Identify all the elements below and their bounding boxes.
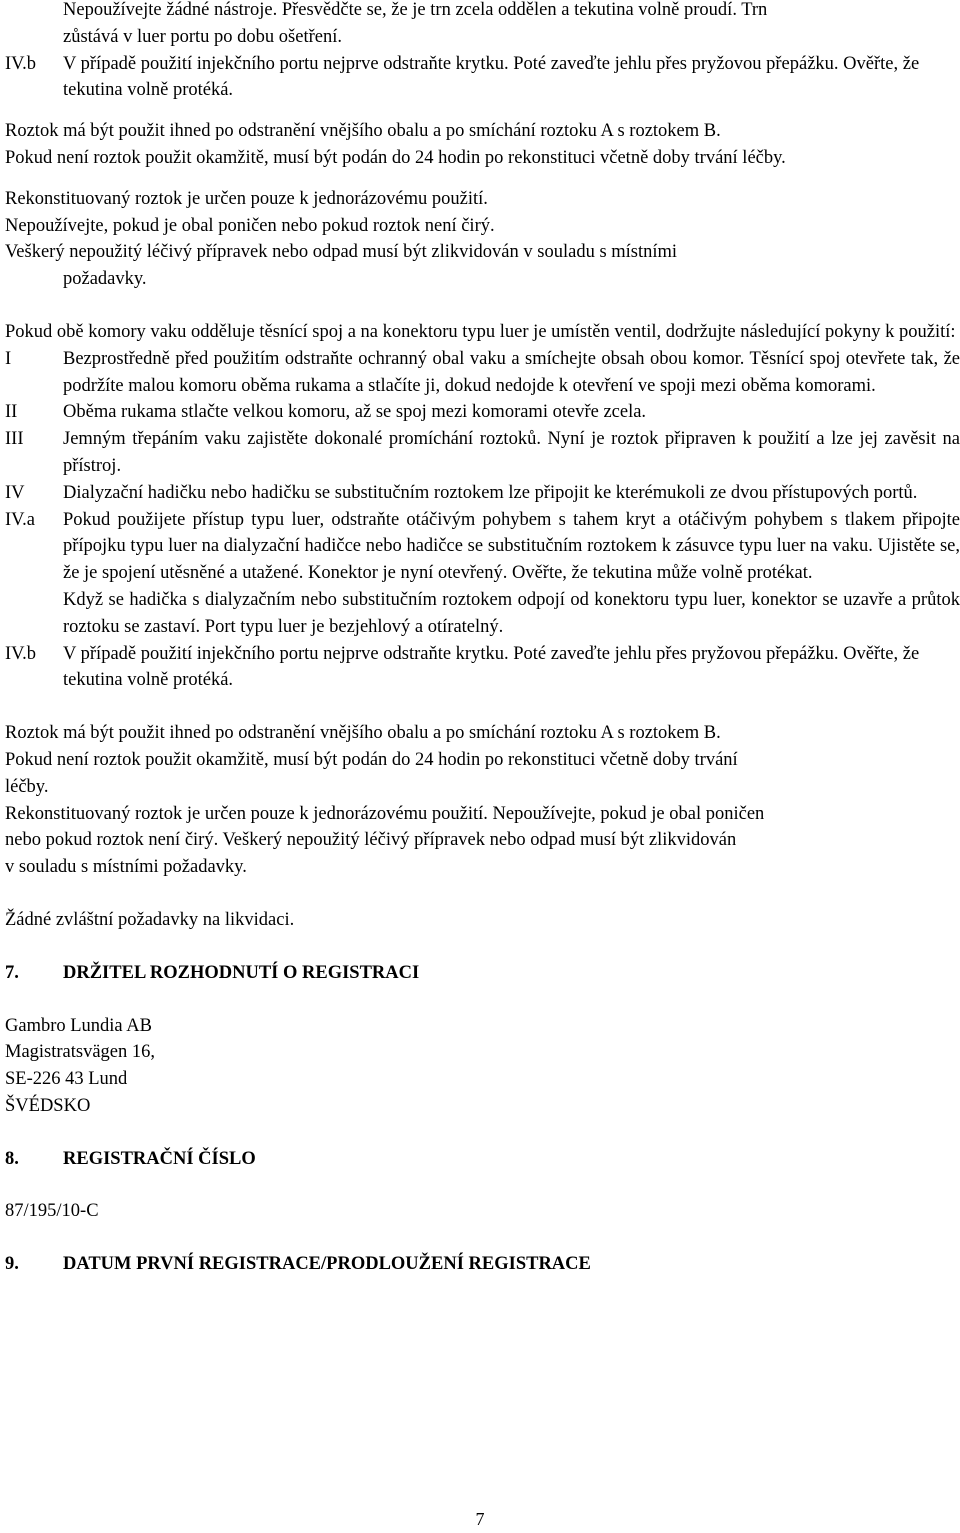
- section-number: 8.: [5, 1148, 19, 1169]
- instructions-intro: Pokud obě komory vaku odděluje těsnící spoj a na konektoru typu luer je umístěn ventil, dodržujte následující pokyny k použití:: [5, 321, 956, 342]
- step-text: Bezprostředně před použitím odstraňte ochranný obal vaku a smíchejte obsah obou komor. Těsnící spoj otevřete tak, že podržíte malou komoru oběma rukama a stlačíte ji, dokud nedojde k otevření ve spoji mezi oběma komorami.: [63, 348, 960, 396]
- step-text: V případě použití injekčního portu nejprve odstraňte krytku. Poté zaveďte jehlu přes pryžovou přepážku. Ověřte, že tekutina volně protéká.: [63, 643, 920, 691]
- step-text: Dialyzační hadičku nebo hadičku se substitučním roztokem lze připojit ke kterémukoli ze dvou přístupových portů.: [63, 482, 918, 503]
- section-number: 9.: [5, 1254, 19, 1275]
- document-page: [5, 0, 960, 1278]
- paragraph-use-immediately-2: Roztok má být použit ihned po odstranění vnějšího obalu a po smíchání roztoku A s roztokem B.: [5, 723, 721, 744]
- section-8-heading: [5, 1146, 960, 1173]
- step-iv-a-continued: [5, 587, 960, 641]
- step-label: I: [5, 348, 12, 369]
- step-iv: [5, 480, 960, 507]
- step-iv-b: [5, 641, 960, 695]
- step-text: Jemným třepáním vaku zajistěte dokonalé promíchání roztoků. Nyní je roztok připraven k použití a lze jej zavěsit na přístroj.: [63, 429, 960, 476]
- paragraph-single-use: Rekonstituovaný roztok je určen pouze k jednorázovému použití.: [5, 188, 488, 209]
- section-title: DRŽITEL ROZHODNUTÍ O REGISTRACI: [63, 962, 420, 983]
- holder-street: Magistratsvägen 16,: [5, 1042, 156, 1063]
- paragraph-single-use-2-line-2: nebo pokud roztok není čirý. Veškerý nepoužitý léčivý přípravek nebo odpad musí být zlikvidován: [5, 830, 737, 851]
- page-number: 7: [475, 1509, 485, 1529]
- disposal-note: Žádné zvláštní požadavky na likvidaci.: [5, 909, 295, 930]
- step-label: II: [5, 402, 18, 423]
- paragraph-24-hours-2-line-2: léčby.: [5, 776, 49, 797]
- step-label: IV.b: [5, 53, 37, 74]
- section-title: REGISTRAČNÍ ČÍSLO: [63, 1148, 256, 1169]
- paragraph-24-hours-2-line-1: Pokud není roztok použit okamžitě, musí být podán do 24 hodin po rekonstituci včetně doby trvání: [5, 749, 738, 770]
- step-label: [5, 587, 63, 641]
- paragraph-single-use-2-line-1: Rekonstituovaný roztok je určen pouze k jednorázovému použití. Nepoužívejte, pokud je obal poničen: [5, 803, 765, 824]
- step-label: IV.b: [5, 643, 37, 664]
- step-iv-b-top: [5, 51, 960, 105]
- section-7-heading: [5, 960, 960, 987]
- paragraph-do-not-use: Nepoužívejte, pokud je obal poničen nebo pokud roztok není čirý.: [5, 215, 495, 236]
- holder-name: Gambro Lundia AB: [5, 1015, 152, 1036]
- paragraph-24-hours: Pokud není roztok použit okamžitě, musí být podán do 24 hodin po rekonstituci včetně doby trvání léčby.: [5, 147, 786, 168]
- step-label: IV.a: [5, 509, 35, 530]
- holder-city: SE-226 43 Lund: [5, 1069, 128, 1090]
- step-i: [5, 346, 960, 400]
- section-9-heading: [5, 1251, 960, 1278]
- step-ii: [5, 399, 960, 426]
- section-title: DATUM PRVNÍ REGISTRACE/PRODLOUŽENÍ REGISTRACE: [63, 1254, 591, 1275]
- step-iii: [5, 426, 960, 480]
- paragraph-disposal-line-2: požadavky.: [63, 269, 147, 290]
- paragraph-use-immediately: Roztok má být použit ihned po odstranění vnějšího obalu a po smíchání roztoku A s roztokem B.: [5, 121, 721, 142]
- step-iv-a: [5, 507, 960, 587]
- step-text: Když se hadička s dialyzačním nebo substitučním roztokem odpojí od konektoru typu luer, konektor se uzavře a průtok roztoku se zastaví. Port typu luer je bezjehlový a otíratelný.: [63, 589, 960, 637]
- step-text: Oběma rukama stlačte velkou komoru, až se spoj mezi komorami otevře zcela.: [63, 402, 647, 423]
- paragraph-single-use-2-line-3: v souladu s místními požadavky.: [5, 857, 247, 878]
- step-text: V případě použití injekčního portu nejprve odstraňte krytku. Poté zaveďte jehlu přes pryžovou přepážku. Ověřte, že tekutina volně protéká.: [63, 53, 920, 101]
- paragraph-disposal-line-1: Veškerý nepoužitý léčivý přípravek nebo odpad musí být zlikvidován v souladu s místními: [5, 242, 678, 263]
- registration-number: 87/195/10-C: [5, 1201, 99, 1222]
- step-label: III: [5, 429, 24, 450]
- step-label: IV: [5, 482, 25, 503]
- step-text: Pokud použijete přístup typu luer, odstraňte otáčivým pohybem s tahem kryt a otáčivým pohybem s tlakem připojte přípojku typu luer na dialyzační hadičce nebo hadičce se substitučním roztokem k zásuvce typu luer na vaku. Ujistěte se, že je spojení utěsněné a utažené. Konektor je nyní otevřený. Ověřte, že tekutina může volně protékat.: [63, 509, 960, 584]
- continuation-line-2: zůstává v luer portu po dobu ošetření.: [63, 26, 342, 47]
- continuation-line-1: Nepoužívejte žádné nástroje. Přesvědčte se, že je trn zcela oddělen a tekutina volně proudí. Trn: [63, 0, 768, 20]
- holder-country: ŠVÉDSKO: [5, 1095, 91, 1116]
- section-number: 7.: [5, 962, 19, 983]
